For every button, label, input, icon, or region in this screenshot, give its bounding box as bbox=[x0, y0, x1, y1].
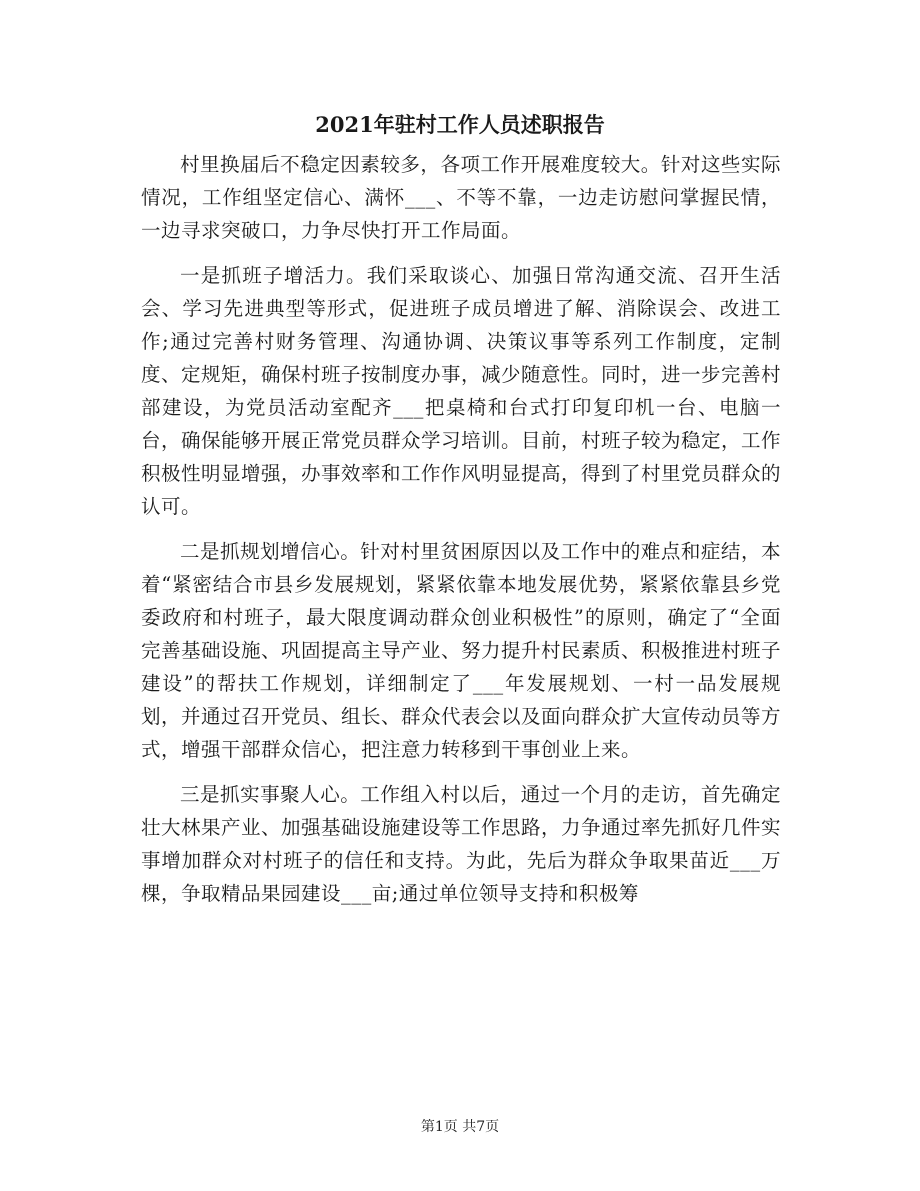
document-title: 2021年驻村工作人员述职报告 bbox=[315, 112, 605, 137]
document-body bbox=[141, 148, 781, 922]
paragraph-practical-work: 三是抓实事聚人心。工作组入村以后，通过一个月的走访，首先确定壮大林果产业、加强基础设施建设等工作思路，力争通过率先抓好几件实事增加群众对村班子的信任和支持。为此，先后为群众争取果苗近___万棵，争取精品果园建设___亩;通过单位领导支持和积极筹 bbox=[141, 783, 782, 905]
page-number-footer: 第1页 共7页 bbox=[420, 1119, 500, 1135]
paragraph-team-building: 一是抓班子增活力。我们采取谈心、加强日常沟通交流、召开生活会、学习先进典型等形式，促进班子成员增进了解、消除误会、改进工作;通过完善村财务管理、沟通协调、决策议事等系列工作制度，定制度、定规矩，确保村班子按制度办事，减少随意性。同时，进一步完善村部建设，为党员活动室配齐___把桌椅和台式打印复印机一台、电脑一台，确保能够开展正常党员群众学习培训。目前，村班子较为稳定，工作积极性明显增强，办事效率和工作作风明显提高，得到了村里党员群众的认可。 bbox=[141, 264, 782, 518]
paragraph-intro: 村里换届后不稳定因素较多，各项工作开展难度较大。针对这些实际情况，工作组坚定信心、满怀___、不等不靠，一边走访慰问掌握民情，一边寻求突破口，力争尽快打开工作局面。 bbox=[141, 153, 781, 242]
paragraph-planning: 二是抓规划增信心。针对村里贫困原因以及工作中的难点和症结，本着“紧密结合市县乡发展规划，紧紧依靠本地发展优势，紧紧依靠县乡党委政府和村班子，最大限度调动群众创业积极性”的原则，确定了“全面完善基础设施、巩固提高主导产业、努力提升村民素质、积极推进村班子建设”的帮扶工作规划，详细制定了___年发展规划、一村一品发展规划，并通过召开党员、组长、群众代表会以及面向群众扩大宣传动员等方式，增强干部群众信心，把注意力转移到干事创业上来。 bbox=[141, 540, 782, 761]
